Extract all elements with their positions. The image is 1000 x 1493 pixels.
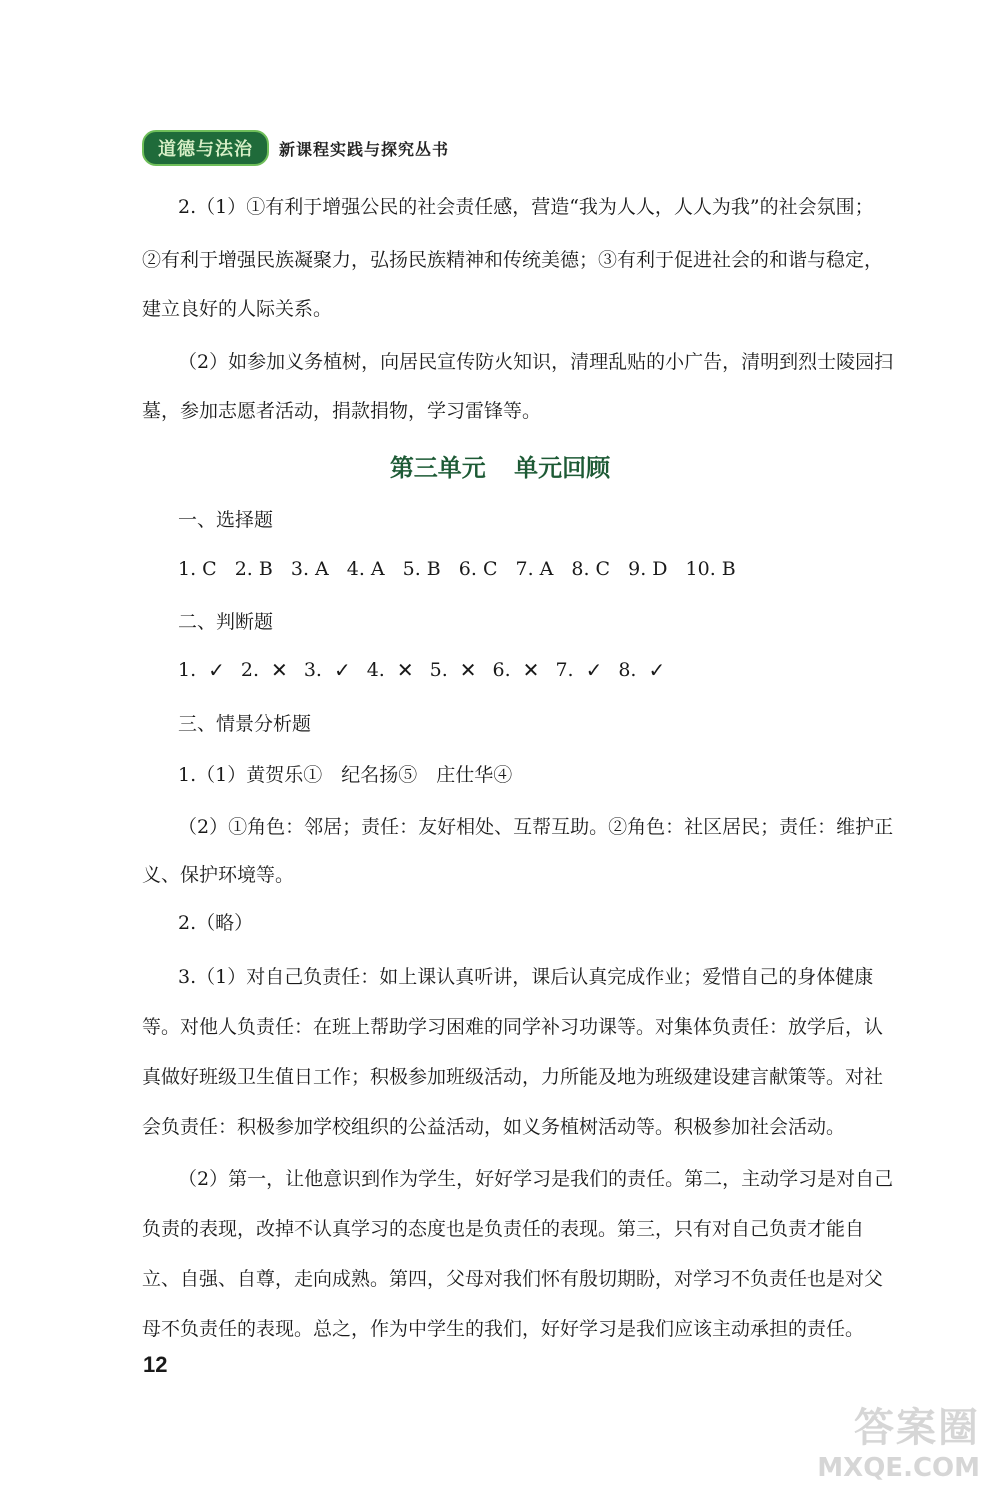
judge-answer: [241, 658, 288, 682]
watermark: [817, 1396, 980, 1483]
judge-answer: [367, 658, 414, 682]
choice-answer: 3. A: [290, 558, 329, 580]
part2-heading: 二、判断题: [178, 611, 274, 633]
check-icon: ✓: [208, 658, 225, 682]
choice-answer: 2. B: [234, 558, 273, 580]
body-line: ②有利于增强民族凝聚力，弘扬民族精神和传统美德；③有利于促进社会的和谐与稳定，: [142, 249, 884, 271]
judge-answer: [618, 658, 665, 682]
choice-answers: [178, 558, 754, 580]
judge-number: 3.: [303, 659, 322, 681]
choice-answer: 1. C: [178, 558, 217, 580]
analysis-line: 义、保护环境等。: [142, 864, 295, 886]
part1-heading: 一、选择题: [178, 509, 274, 531]
judge-number: 7.: [555, 659, 574, 681]
judge-answer: [555, 658, 602, 682]
analysis-line: 3.（1）对自己负责任：如上课认真听讲，课后认真完成作业；爱惜自己的身体健康: [178, 966, 874, 988]
cross-icon: ✕: [522, 658, 540, 682]
choice-answer: 4. A: [346, 558, 385, 580]
analysis-line: 1.（1）黄贺乐① 纪名扬⑤ 庄仕华④: [178, 764, 513, 786]
choice-answer: 7. A: [515, 558, 554, 580]
choice-answer: 9. D: [628, 558, 668, 580]
choice-answer: 5. B: [402, 558, 441, 580]
judge-answer: [430, 658, 477, 682]
analysis-line: 母不负责任的表现。总之，作为中学生的我们，好好学习是我们应该主动承担的责任。: [142, 1318, 865, 1340]
choice-answer: 10. B: [685, 558, 736, 580]
judge-number: 1.: [178, 659, 197, 681]
section-title: 第三单元 单元回顾: [389, 454, 611, 482]
analysis-line: （2）①角色：邻居；责任：友好相处、互帮互助。②角色：社区居民；责任：维护正: [178, 816, 894, 838]
analysis-line: 真做好班级卫生值日工作；积极参加班级活动，力所能及地为班级建设建言献策等。对社: [142, 1066, 884, 1088]
check-icon: ✓: [648, 658, 666, 682]
judge-answer: [304, 658, 351, 682]
judge-number: 6.: [492, 659, 511, 681]
judge-number: 2.: [240, 659, 260, 681]
series-name: 新课程实践与探究丛书: [279, 139, 450, 159]
body-line: 2.（1）①有利于增强公民的社会责任感，营造“我为人人，人人为我”的社会氛围；: [178, 196, 874, 218]
page-number: 12: [143, 1352, 168, 1377]
analysis-line: 会负责任：积极参加学校组织的公益活动，如义务植树活动等。积极参加社会活动。: [142, 1116, 846, 1138]
book-header: [142, 130, 449, 166]
judge-answers: [178, 658, 681, 682]
subject-badge: 道德与法治: [142, 130, 269, 166]
judge-answer: [178, 658, 225, 682]
judge-answer: [493, 658, 540, 682]
choice-answer: 6. C: [458, 558, 498, 580]
watermark-url: MXQE.COM: [817, 1453, 980, 1483]
judge-number: 5.: [429, 659, 448, 681]
analysis-line: （2）第一，让他意识到作为学生，好好学习是我们的责任。第二，主动学习是对自己: [178, 1168, 894, 1190]
cross-icon: ✕: [271, 658, 288, 682]
analysis-line: 2.（略）: [178, 912, 254, 934]
analysis-line: 立、自强、自尊，走向成熟。第四，父母对我们怀有殷切期盼，对学习不负责任也是对父: [142, 1268, 884, 1290]
check-icon: ✓: [585, 658, 603, 682]
cross-icon: ✕: [396, 658, 414, 682]
cross-icon: ✕: [459, 658, 477, 682]
watermark-logo-text: 答案圈: [854, 1405, 980, 1451]
choice-answer: 8. C: [571, 558, 611, 580]
analysis-line: 等。对他人负责任：在班上帮助学习困难的同学补习功课等。对集体负责任：放学后，认: [142, 1016, 884, 1038]
judge-number: 8.: [618, 659, 637, 681]
check-icon: ✓: [333, 658, 351, 682]
analysis-line: 负责的表现，改掉不认真学习的态度也是负责任的表现。第三，只有对自己负责才能自: [142, 1218, 865, 1240]
part3-heading: 三、情景分析题: [178, 713, 312, 735]
judge-number: 4.: [366, 659, 385, 681]
body-line: 墓，参加志愿者活动，捐款捐物，学习雷锋等。: [142, 400, 542, 422]
body-line: 建立良好的人际关系。: [142, 298, 333, 320]
body-line: （2）如参加义务植树，向居民宣传防火知识，清理乱贴的小广告，清明到烈士陵园扫: [178, 351, 894, 373]
